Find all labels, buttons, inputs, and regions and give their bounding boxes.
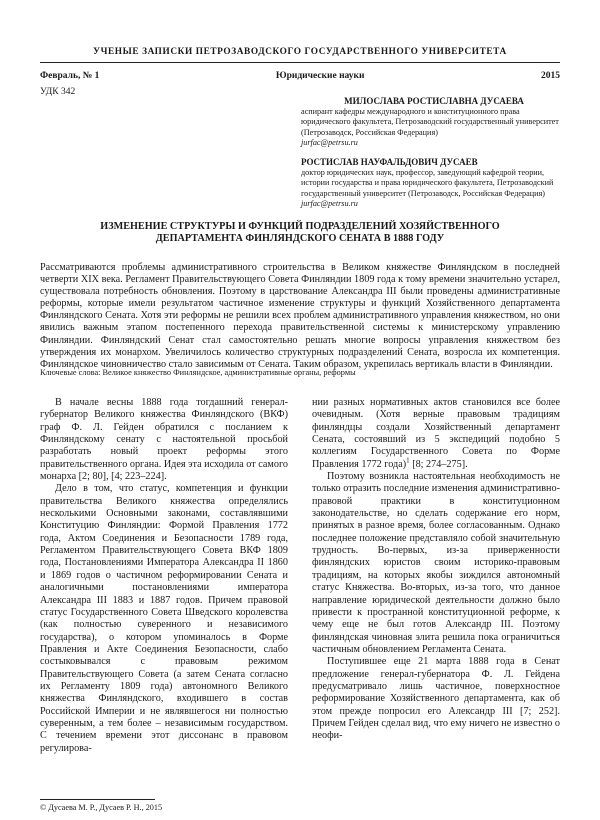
body-column-right (312, 397, 560, 743)
author-block (301, 96, 567, 149)
paragraph-continuation (312, 397, 560, 471)
paragraph: Дело в том, что статус, компетенция и функции правительства Великого княжества определялись несколькими Основными законами, составлявшими Конституцию Финляндии: Формой Правления 1772 года, Актом Соединения и Безопасности 1789 года, Регламентом Правительствующего Совета ВКФ 1809 года, Постановлениями Императора Александра II 1860 и 1869 годов о частичном реформировании Сената и аналогичными постановлениями императора Александра III 1883 и 1887 годов. Причем правовой статус Государственного Совета Шведского королевства (как полностью суверенного и независимого государства), о котором упоминалось в Форме Правления и Акте Соединения Безопасности, слабо состыковывался с правовым режимом Правительствующего Совета (а затем Сената согласно их Регламенту 1809 года) автономного Великого княжества Финляндского, входившего в состав Российской Империи и не являвшегося ни полностью суверенным, а тем более – независимым государством. С течением времени этот диссонанс в правовом регулирова- (40, 483, 288, 754)
issue-number: Февраль, № 1 (40, 71, 100, 81)
header-rule (40, 62, 560, 63)
author-affiliation: аспирант кафедры международного и конституционного права юридического факультета, Петрозаводский государственный университет (Петрозаводск, Российская Федерация) (301, 106, 559, 137)
issue-year: 2015 (541, 71, 560, 81)
paragraph: Поэтому возникла настоятельная необходимость не только отразить последние изменения административно-правовой практики в конституционном законодательстве, но сделать содержание его норм, принятых в разное время, более согласованным. Однако последнее положение представляло собой значительную трудность. Во-первых, из-за приверженности финляндских юристов своим историко-правовым традициям, на которых якобы зиждился автономный статус Княжества. Во-вторых, из-за того, что данное направление юридической деятельности должно было привести к пространной конституционной реформе, к чему еще не был готов Александр III. Поэтому финляндская чиновная элита решила пока ограничиться частичным обновлением Регламента Сената. (312, 471, 560, 655)
paragraph: Поступившее еще 21 марта 1888 года в Сенат предложение генерал-губернатора Ф. Л. Гейдена предусматривало лишь частичное, поверхностное реформирование Хозяйственного департамента, как об этом прежде попросил его Александр III [7; 252]. Причем Гейден сделал вид, что ему ничего не известно о неофи- (312, 656, 560, 742)
copyright: © Дусаева М. Р., Дусаев Р. Н., 2015 (40, 803, 163, 812)
article-title: ИЗМЕНЕНИЕ СТРУКТУРЫ И ФУНКЦИЙ ПОДРАЗДЕЛЕНИЙ ХОЗЯЙСТВЕННОГО ДЕПАРТАМЕНТА ФИНЛЯНДСКОГО СЕНАТА В 1888 ГОДУ (100, 221, 500, 244)
author-email[interactable]: jurfac@petrsu.ru (301, 199, 358, 209)
section-name: Юридические науки (275, 71, 365, 81)
keywords: Ключевые слова: Великое княжество Финляндское, административные органы, реформы (40, 368, 356, 377)
issue-meta (40, 71, 560, 81)
udk-code: УДК 342 (40, 87, 76, 97)
continuation-text: нии разных нормативных актов становился все более очевидным. (Хотя верные правовым традициям финляндцы создали Хозяйственный департамент Сената, состоявший из 5 экспедиций подобно 5 коллегиям Государственного Совета по Форме Правления 1772 года) (312, 397, 560, 470)
paragraph: В начале весны 1888 года тогдашний генерал-губернатор Великого княжества Финляндского (ВКФ) граф Ф. Л. Гейден обратился с посланием к Финляндскому сенату с настоятельной просьбой разработать новый проект реформы этого правительственного органа. Идея эта исходила от самого монарха [2; 80], [4; 223–224]. (40, 397, 288, 483)
author-email[interactable]: jurfac@petrsu.ru (301, 138, 358, 148)
footnote-rule (40, 799, 155, 800)
abstract: Рассматриваются проблемы административного строительства в Великом княжестве Финляндском в последней четверти XIX века. Регламент Правительствующего Совета Финляндии 1809 года к тому времени значительно устарел, существовала потребность обновления. Поэтому в царствование Александра III были проведены административные реформы, которые имели результатом частичное изменение структуры и функций Хозяйственного департамента Финляндского Сената. Хотя эти реформы не решили всех проблем административного управления княжеством, но они явились важным этапом постепенного перехода правительственной системы к министерскому управлению Финляндии. Финляндский Сенат стал самостоятельно решать многие вопросы управления княжеством без утверждения их монархом. Увеличилось количество структурных подразделений Сената, возросла их компетенция. Финляндское чиновничество стало зависимым от Сената. Таким образом, укрепилась вертикаль власти в Финляндии. (40, 262, 560, 370)
author-affiliation: доктор юридических наук, профессор, заведующий кафедрой теории, истории государства и права юридического факультета, Петрозаводский государственный университет (Петрозаводск, Российская Федерация) (301, 167, 554, 198)
body-column-left (40, 397, 288, 755)
author-name: МИЛОСЛАВА РОСТИСЛАВНА ДУСАЕВА (344, 96, 524, 106)
citation-text: [8; 274–275]. (409, 458, 468, 470)
footnote-marker[interactable]: 1 (406, 456, 410, 465)
journal-title: УЧЕНЫЕ ЗАПИСКИ ПЕТРОЗАВОДСКОГО ГОСУДАРСТВЕННОГО УНИВЕРСИТЕТА (93, 47, 507, 57)
author-block (301, 157, 567, 210)
author-name: РОСТИСЛАВ НАУФАЛЬДОВИЧ ДУСАЕВ (301, 157, 478, 167)
